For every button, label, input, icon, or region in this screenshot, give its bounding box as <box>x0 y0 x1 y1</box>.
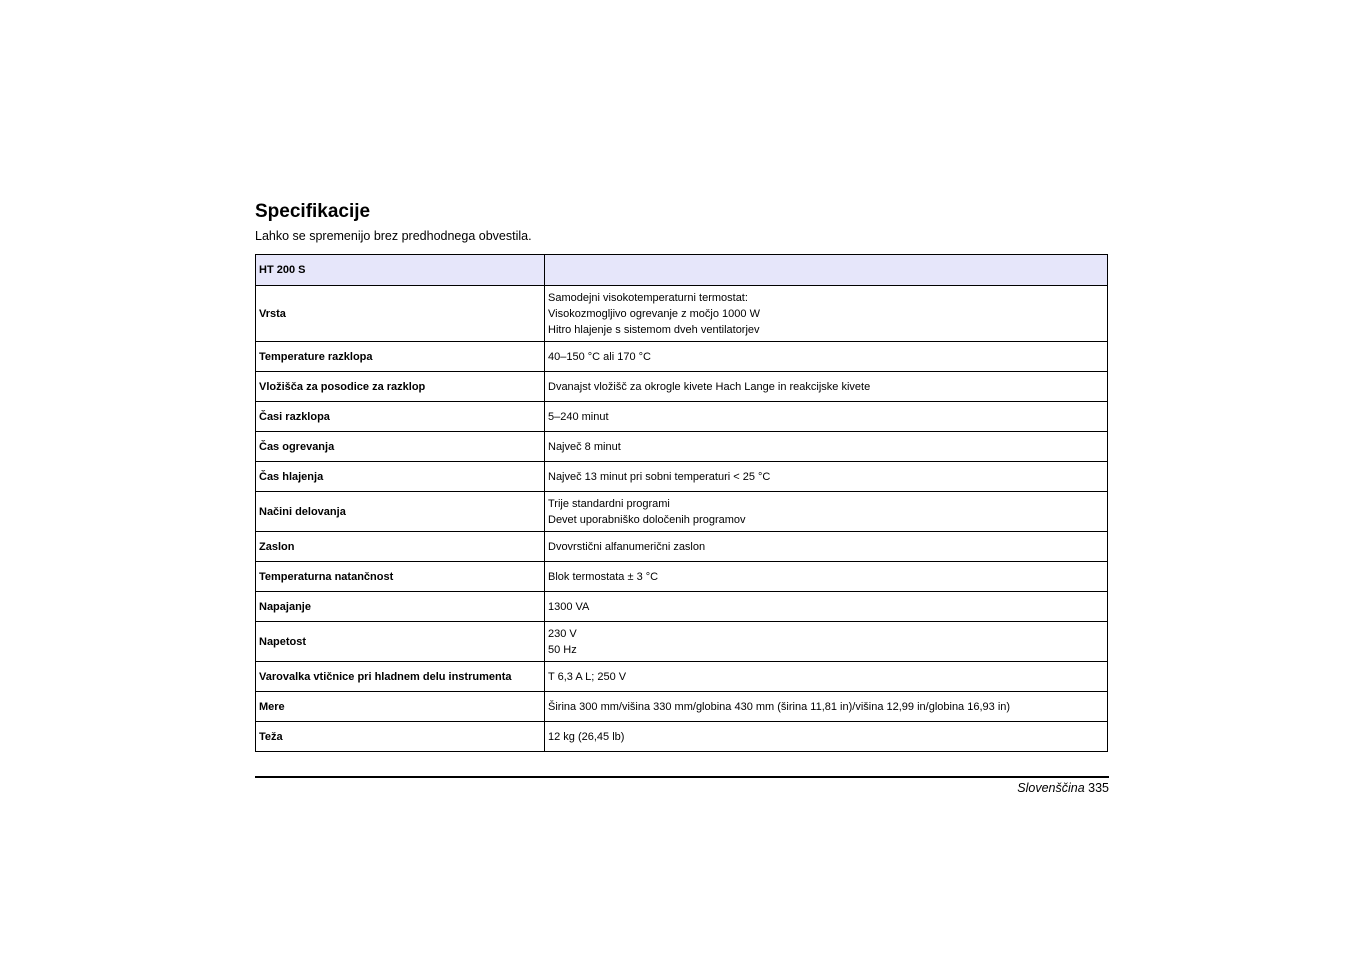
table-row <box>256 662 1108 692</box>
spec-value <box>545 462 1108 492</box>
table-row <box>256 372 1108 402</box>
table-row <box>256 562 1108 592</box>
spec-value-line: T 6,3 A L; 250 V <box>548 670 627 683</box>
table-row <box>256 492 1108 532</box>
spec-label: Mere <box>256 692 545 722</box>
spec-label: Časi razklopa <box>256 402 545 432</box>
spec-value-line: Trije standardni programi <box>548 497 670 510</box>
spec-label: Teža <box>256 722 545 752</box>
footer-rule <box>255 776 1109 778</box>
spec-label: Čas ogrevanja <box>256 432 545 462</box>
footer-language: Slovenščina <box>1017 781 1085 795</box>
spec-table-body <box>256 286 1108 752</box>
spec-label: Vložišča za posodice za razklop <box>256 372 545 402</box>
spec-value-line: 5–240 minut <box>548 410 609 423</box>
spec-label: Zaslon <box>256 532 545 562</box>
spec-value-line: Največ 8 minut <box>548 440 621 453</box>
table-row <box>256 432 1108 462</box>
spec-value <box>545 622 1108 662</box>
spec-table <box>255 254 1108 752</box>
spec-value-line: Samodejni visokotemperaturni termostat: <box>548 291 748 304</box>
page-footer <box>1017 780 1109 796</box>
spec-value-line: 50 Hz <box>548 643 577 656</box>
table-row <box>256 286 1108 342</box>
spec-label: Temperature razklopa <box>256 342 545 372</box>
spec-value-line: Širina 300 mm/višina 330 mm/globina 430 mm (širina 11,81 in)/višina 12,99 in/globina 16,93 in) <box>548 700 1011 713</box>
spec-value <box>545 532 1108 562</box>
spec-label: Načini delovanja <box>256 492 545 532</box>
spec-value <box>545 692 1108 722</box>
spec-value-line: 40–150 °C ali 170 °C <box>548 350 651 363</box>
table-row <box>256 692 1108 722</box>
table-row <box>256 722 1108 752</box>
spec-value-line: 1300 VA <box>548 600 590 613</box>
spec-value-line: Blok termostata ± 3 °C <box>548 570 659 583</box>
spec-value-line: 230 V <box>548 627 577 640</box>
spec-value <box>545 342 1108 372</box>
table-row <box>256 342 1108 372</box>
table-row <box>256 592 1108 622</box>
spec-value-line: Visokozmogljivo ogrevanje z močjo 1000 W <box>548 307 760 320</box>
spec-label: Varovalka vtičnice pri hladnem delu instrumenta <box>256 662 545 692</box>
spec-label: Vrsta <box>256 286 545 342</box>
spec-value-line: Hitro hlajenje s sistemom dveh ventilatorjev <box>548 323 760 336</box>
spec-value <box>545 286 1108 342</box>
spec-label: Čas hlajenja <box>256 462 545 492</box>
spec-value <box>545 432 1108 462</box>
spec-label: Napajanje <box>256 592 545 622</box>
spec-value-line: Dvanajst vložišč za okrogle kivete Hach Lange in reakcijske kivete <box>548 380 871 393</box>
table-row <box>256 532 1108 562</box>
spec-value <box>545 722 1108 752</box>
table-header-value <box>545 255 1108 286</box>
page-title: Specifikacije <box>255 201 371 222</box>
subtitle: Lahko se spremenijo brez predhodnega obvestila. <box>255 229 532 243</box>
spec-label: Napetost <box>256 622 545 662</box>
table-row <box>256 462 1108 492</box>
table-header-model: HT 200 S <box>256 255 545 286</box>
footer-page-number: 335 <box>1088 781 1109 795</box>
spec-value <box>545 592 1108 622</box>
table-header-row <box>256 255 1108 286</box>
spec-value <box>545 492 1108 532</box>
table-row <box>256 402 1108 432</box>
table-row <box>256 622 1108 662</box>
spec-value <box>545 372 1108 402</box>
spec-value <box>545 562 1108 592</box>
spec-value-line: 12 kg (26,45 lb) <box>548 730 625 743</box>
spec-value-line: Devet uporabniško določenih programov <box>548 513 746 526</box>
spec-value-line: Največ 13 minut pri sobni temperaturi < 25 °C <box>548 470 771 483</box>
spec-value <box>545 662 1108 692</box>
spec-value <box>545 402 1108 432</box>
spec-label: Temperaturna natančnost <box>256 562 545 592</box>
spec-value-line: Dvovrstični alfanumerični zaslon <box>548 540 706 553</box>
